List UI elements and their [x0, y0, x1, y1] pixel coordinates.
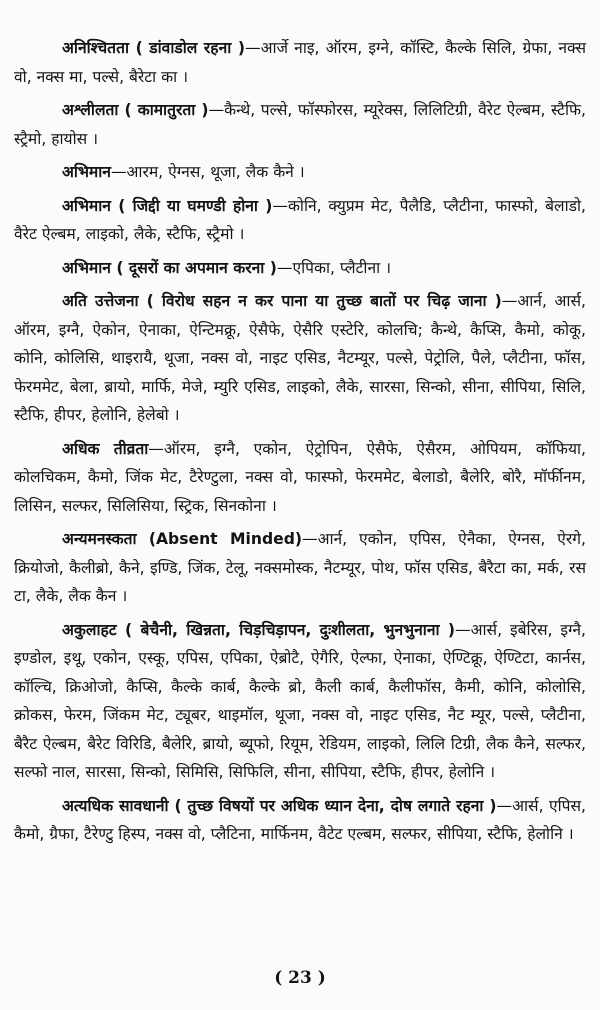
entry-paragraph: [14, 616, 586, 787]
entry-paragraph: [14, 158, 586, 187]
entry-list: [14, 34, 586, 849]
entry-term: अभिमान: [62, 163, 111, 181]
page-number: ( 23 ): [274, 968, 326, 988]
entry-remedies: —ऑरम, इग्नै, एकोन, ऐट्रोपिन, ऐसैफे, ऐसैरम, ओपियम, कॉफिया, कोलचिकम, कैमो, जिंक मेट, टैरेण्टुला, नक्स वो, फास्फो, फेरममेट, बेलाडो, बैलेरि, बोरै, मॉर्फीनम, लिसिन, सल्फर, सिलिसिया, स्ट्रिक, सिनकोना ।: [14, 439, 586, 515]
entry-paragraph: [14, 34, 586, 91]
entry-paragraph: [14, 254, 586, 283]
entry-remedies: —आरम, ऐग्नस, थूजा, लैक कैने ।: [110, 163, 305, 181]
entry-term: अत्यधिक सावधानी ( तुच्छ विषयों पर अधिक ध्यान देना, दोष लगाते रहना ): [62, 796, 497, 815]
entry-paragraph: [14, 525, 586, 611]
entry-remedies: —आर्न, एकोन, एपिस, ऐनैका, ऐग्नस, ऐरगे, क्रियोजो, कैलीब्रो, कैने, इण्डि, जिंक, टेलू, नक्समोस्क, नैटम्यूर, पोथ, फॉस एसिड, बैरैटा का, मर्क, रस टा, लैके, लैक कैन ।: [14, 530, 586, 605]
entry-paragraph: [14, 96, 586, 153]
entry-remedies: —आर्स, एपिस, कैमो, ग्रैफा, टैरेण्टु हिस्प, नक्स वो, प्लैटिना, मार्फिनम, वैटेट एल्बम, सल्फर, सीपिया, स्टैफि, हेलोनि ।: [14, 796, 586, 843]
entry-remedies: —आर्जे नाइ, ऑरम, इग्ने, कॉस्टि, कैल्के सिलि, ग्रेफा, नक्स वो, नक्स मा, पल्से, बैरेटा का ।: [14, 39, 586, 86]
entry-term: अभिमान ( जिद्दी या घमण्डी होना ): [62, 196, 273, 215]
entry-remedies: —कोनि, क्युप्रम मेट, पैलैडि, प्लैटीना, फास्फो, बेलाडो, वैरेट ऐल्बम, लाइको, लैके, स्टैफि, स्ट्रैमो ।: [14, 196, 586, 243]
entry-term: अश्लीलता ( कामातुरता ): [62, 101, 209, 119]
entry-term: अधिक तीव्रता: [62, 439, 149, 458]
entry-remedies: —आर्स, इबेरिस, इग्नै, इण्डोल, इथू, एकोन, एस्कू, एपिस, एपिका, ऐब्रोटै, ऐगैरि, ऐल्फा, ऐनाका, ऐण्टिक्रू, ऐण्टिटा, कार्नस, कॉल्चि, क्रिओजो, कैप्सि, कैल्के कार्ब, कैल्के ब्रो, कैली कार्ब, कैलीफॉस, कैमी, कोनि, कोलोसि, क्रोकस, फेरम, जिंकम मेट, ट्यूबर, थाइमॉल, थूजा, नक्स वो, नाइट एसिड, नैट म्यूर, पल्से, प्लैटीना, बैरैट ऐल्बम, बैरेट विरिडि, बैलेरि, ब्रायो, ब्यूफो, रियूम, रेडियम, लाइको, लिलि टिग्री, लैक कैने, सल्फर, सल्फो नाल, सारसा, सिन्को, सिमिसि, सिफिलि, सीना, सीपिया, स्टैफि, हीपर, हेलोनि ।: [14, 620, 587, 781]
entry-remedies: —एपिका, प्लैटीना ।: [276, 258, 392, 277]
entry-remedies: —आर्न, आर्स, ऑरम, इग्नै, ऐकोन, ऐनाका, ऐन्टिमक्रू, ऐसैफे, ऐसैरि एस्टेरि, कोलचि; कैन्थे, कैप्सि, कैमो, कोकू, कोनि, कोलिसि, थाइरायै, थूजा, नक्स वो, नाइट एसिड, नैटम्यूर, पल्से, पेट्रोलि, पैले, प्लैटीना, फॉस, फेरममेट, बेला, ब्रायो, मार्फि, मेजे, म्युरि एसिड, लाइको, लैके, सारसा, सिन्को, सीना, सीपिया, सिलि, स्टैफि, हीपर, हेलोनि, हेलेबो ।: [14, 292, 586, 424]
entry-term: अनिश्चितता ( डांवाडोल रहना ): [62, 39, 245, 57]
entry-term: अन्यमनस्कता (Absent Minded): [62, 530, 302, 548]
entry-paragraph: [14, 792, 586, 849]
entry-term: अति उत्तेजना ( विरोध सहन न कर पाना या तुच्छ बातों पर चिढ़ जाना ): [62, 292, 502, 310]
entry-term: अभिमान ( दूसरों का अपमान करना ): [62, 258, 277, 277]
entry-remedies: —कैन्थे, पल्से, फॉस्फोरस, म्यूरेक्स, लिलिटिग्री, वैरेट ऐल्बम, स्टैफि, स्ट्रैमो, हायोस ।: [14, 101, 586, 148]
entry-paragraph: [14, 435, 586, 521]
entry-paragraph: [14, 192, 586, 249]
entry-term: अकुलाहट ( बेचैनी, खिन्नता, चिड़चिड़ापन, दुःशीलता, भुनभुनाना ): [62, 620, 456, 639]
entry-paragraph: [14, 287, 586, 430]
